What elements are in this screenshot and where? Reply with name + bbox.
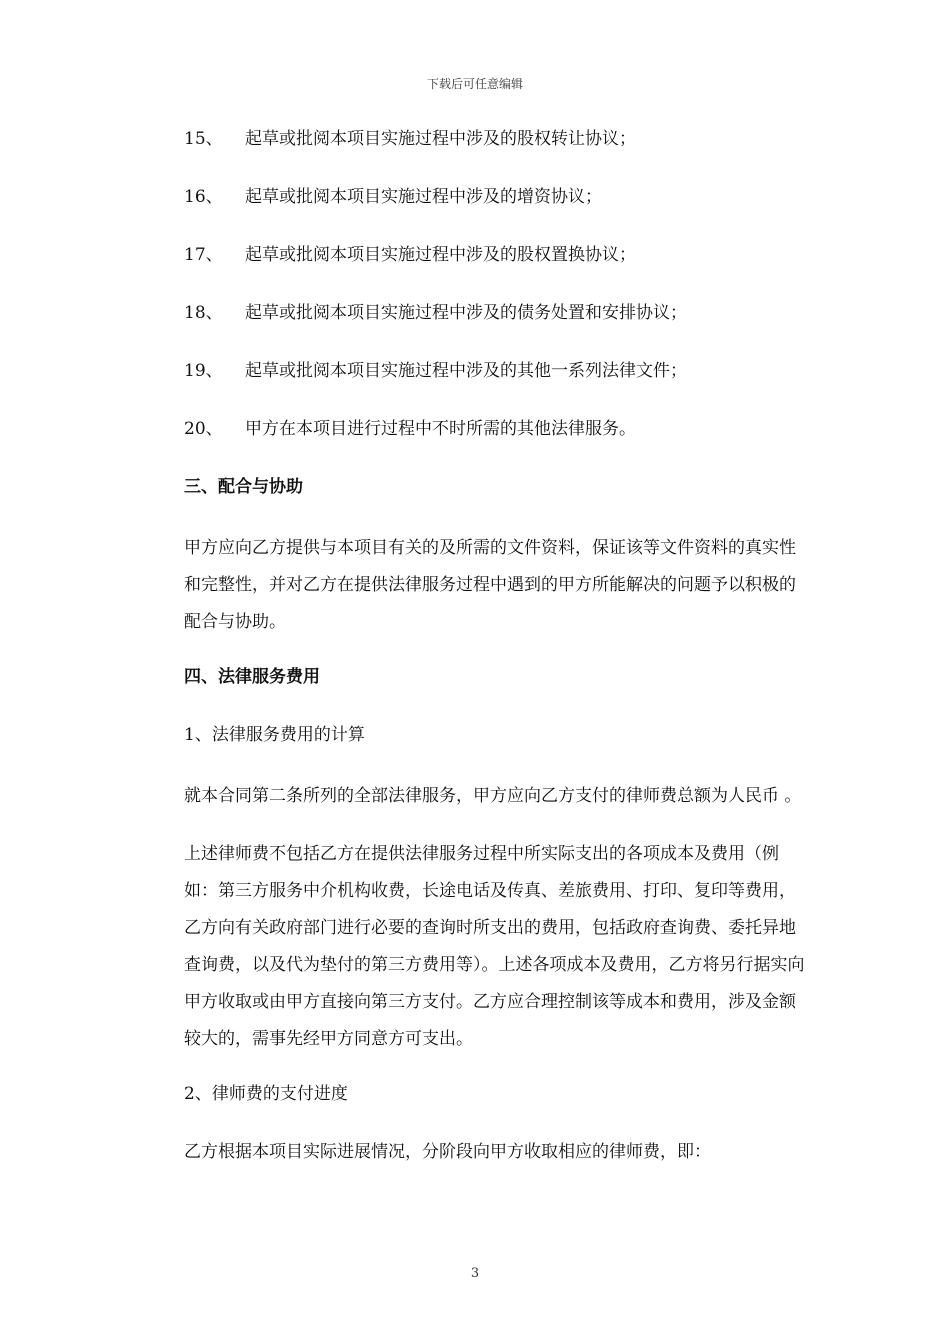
list-item-number: 15、 [184,129,223,149]
list-item [184,356,806,414]
subheading-payment-schedule: 2、律师费的支付进度 [184,1084,348,1104]
list-item-number: 16、 [184,187,223,207]
section-heading-cooperation: 三、配合与协助 [184,477,303,497]
list-item-number: 20、 [184,419,223,439]
page-number: 3 [470,1266,480,1281]
list-item [184,298,806,356]
list-item [184,414,806,472]
list-item-number: 18、 [184,303,223,323]
list-item [184,240,806,298]
list-item-text: 起草或批阅本项目实施过程中涉及的债务处置和安排协议； [245,303,687,323]
list-item-text: 起草或批阅本项目实施过程中涉及的股权置换协议； [245,245,636,265]
paragraph-payment-stages: 乙方根据本项目实际进展情况，分阶段向甲方收取相应的律师费，即： [184,1142,711,1162]
paragraph-fee-total: 就本合同第二条所列的全部法律服务，甲方应向乙方支付的律师费总额为人民币 。 [184,786,802,806]
document-body [184,124,806,1195]
subheading-fee-calculation: 1、法律服务费用的计算 [184,725,365,745]
list-item-text: 起草或批阅本项目实施过程中涉及的股权转让协议； [245,129,636,149]
list-item [184,124,806,182]
list-item-text: 起草或批阅本项目实施过程中涉及的其他一系列法律文件； [245,361,687,381]
section-heading-fees: 四、法律服务费用 [184,667,320,687]
list-item [184,182,806,240]
list-item-text: 甲方在本项目进行过程中不时所需的其他法律服务。 [245,419,636,439]
paragraph-fee-exclusions: 上述律师费不包括乙方在提供法律服务过程中所实际支出的各项成本及费用（例如：第三方服务中介机构收费，长途电话及传真、差旅费用、打印、复印等费用，乙方向有关政府部门进行必要的查询时所支出的费用，包括政府查询费、委托异地查询费，以及代为垫付的第三方费用等）。上述各项成本及费用，乙方将另行据实向甲方收取或由甲方直接向第三方支付。乙方应合理控制该等成本和费用，涉及金额较大的，需事先经甲方同意方可支出。 [184,844,805,1049]
list-item-number: 19、 [184,361,223,381]
paragraph-cooperation: 甲方应向乙方提供与本项目有关的及所需的文件资料，保证该等文件资料的真实性和完整性，并对乙方在提供法律服务过程中遇到的甲方所能解决的问题予以积极的配合与协助。 [184,538,796,632]
list-item-number: 17、 [184,245,223,265]
page-header: 下载后可任意编辑 [426,77,523,91]
list-item-text: 起草或批阅本项目实施过程中涉及的增资协议； [245,187,602,207]
